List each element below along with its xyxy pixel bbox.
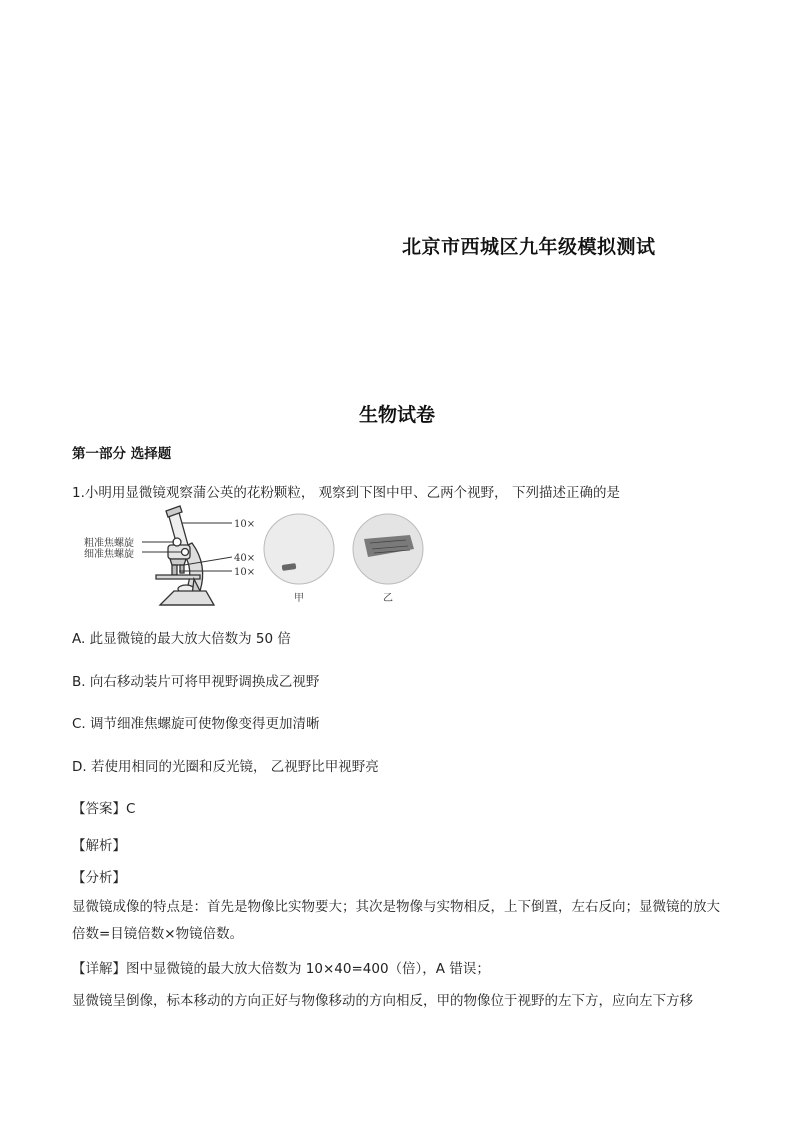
label-coarse-knob: 粗准焦螺旋: [84, 538, 134, 549]
detail-label: 【详解】: [72, 961, 126, 977]
label-objective-low: 10×: [234, 567, 256, 578]
label-eyepiece: 10×: [234, 519, 256, 530]
label-fine-knob: 细准焦螺旋: [84, 549, 134, 560]
analysis-label: 【解析】: [72, 838, 126, 854]
field-of-view-a: [264, 514, 334, 584]
fenxi-text: 显微镜成像的特点是：首先是物像比实物要大；其次是物像与实物相反，上下倒置，左右反向；显微镜的放大倍数=目镜倍数×物镜倍数。: [72, 899, 720, 942]
detail-text-1: 图中显微镜的最大放大倍数为 10×40=400（倍），A 错误；: [126, 961, 490, 977]
microscope-illustration: [156, 506, 214, 605]
option-a: A. 此显微镜的最大放大倍数为 50 倍: [72, 631, 291, 647]
exam-subtitle: 生物试卷: [358, 404, 435, 426]
label-view-b: 乙: [383, 593, 393, 604]
detail-line-1: [72, 956, 728, 983]
fenxi-label: 【分析】: [72, 870, 126, 886]
exam-title: 北京市西城区九年级模拟测试: [402, 236, 656, 258]
detail-line-2: 显微镜呈倒像，标本移动的方向正好与物像移动的方向相反，甲的物像位于视野的左下方，应向左下方移: [72, 993, 693, 1009]
field-of-view-b: [353, 514, 423, 584]
microscope-figure: [82, 505, 432, 613]
question-stem: 1.小明用显微镜观察蒲公英的花粉颗粒， 观察到下图中甲、乙两个视野， 下列描述正确的是: [72, 485, 620, 501]
label-view-a: 甲: [294, 593, 304, 604]
label-objective-high: 40×: [234, 553, 256, 564]
option-b: B. 向右移动装片可将甲视野调换成乙视野: [72, 674, 320, 690]
section-title: 第一部分 选择题: [72, 446, 172, 462]
option-c: C. 调节细准焦螺旋可使物像变得更加清晰: [72, 716, 320, 732]
option-d: D. 若使用相同的光圈和反光镜， 乙视野比甲视野亮: [72, 759, 379, 775]
answer-label: 【答案】C: [72, 801, 136, 817]
